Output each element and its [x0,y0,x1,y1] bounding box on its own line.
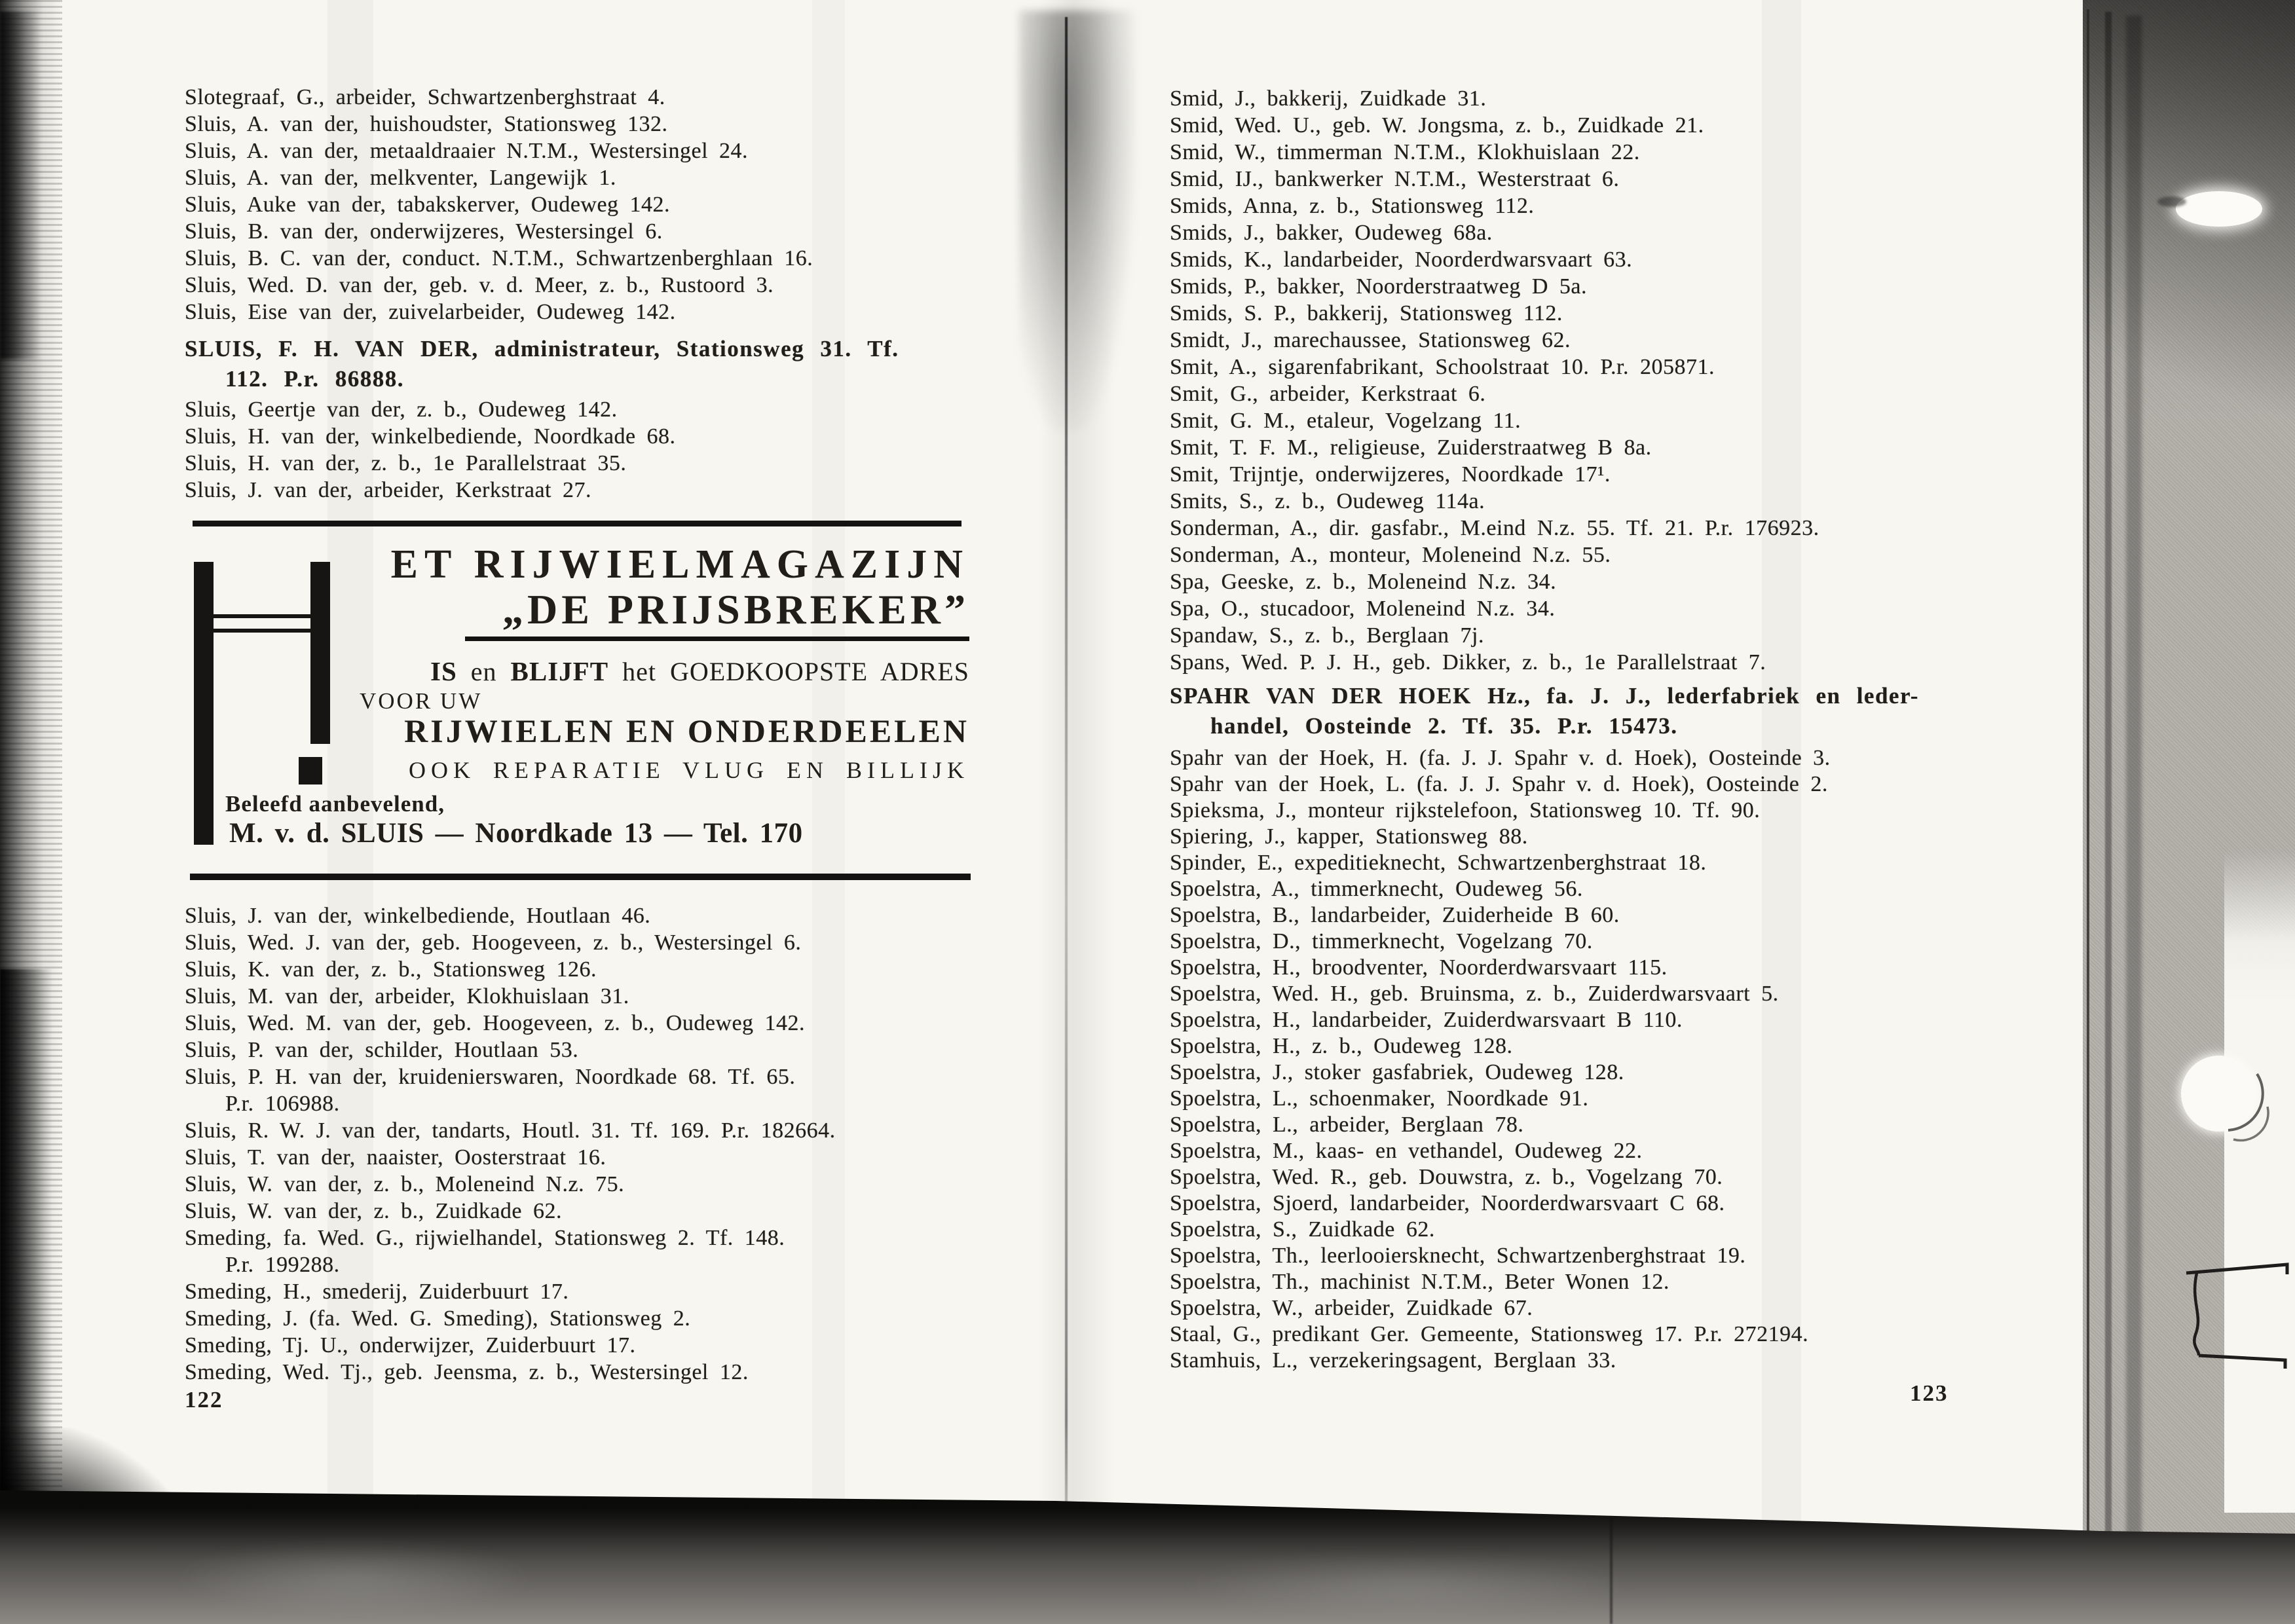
directory-entry: Spoelstra, H., landarbeider, Zuiderdwarsvaart B 110. [1170,1008,1683,1032]
directory-entry: Spans, Wed. P. J. H., geb. Dikker, z. b., 1e Parallelstraat 7. [1170,650,1766,674]
ad-subline-en: en [470,657,497,686]
directory-entry: Sluis, Wed. D. van der, geb. v. d. Meer, z. b., Rustoord 3. [185,273,774,297]
ad-monogram-h-crossbar [214,629,310,633]
directory-entry: Sluis, K. van der, z. b., Stationsweg 126. [185,957,597,982]
scan-artifact-highlight [2176,191,2262,227]
ad-repair-line: OOK REPARATIE VLUG EN BILLIJK [409,757,969,783]
directory-entry: Spoelstra, J., stoker gasfabriek, Oudeweg 128. [1170,1060,1624,1084]
directory-entry: Smit, G. M., etaleur, Vogelzang 11. [1170,409,1521,433]
ad-headline: ET RIJWIELMAGAZIJN [390,542,969,587]
scan-artifact-corner-shadow [2083,0,2295,511]
scan-artifact-book-edge [2083,0,2295,1624]
ad-products-line: RIJWIELEN EN ONDERDEELEN [404,712,969,749]
directory-entry: Smeding, fa. Wed. G., rijwielhandel, Stationsweg 2. Tf. 148. [185,1226,785,1250]
directory-entry: Spoelstra, B., landarbeider, Zuiderheide B 60. [1170,903,1620,927]
left-column-mid [185,396,676,504]
directory-entry: Sluis, W. van der, z. b., Moleneind N.z. 75. [185,1172,625,1196]
directory-entry: Spoelstra, S., Zuidkade 62. [1170,1217,1435,1242]
directory-entry: Spieksma, J., monteur rijkstelefoon, Stationsweg 10. Tf. 90. [1170,798,1761,822]
directory-entry: Sluis, M. van der, arbeider, Klokhuislaan 31. [185,984,629,1008]
directory-entry: Smid, Wed. U., geb. W. Jongsma, z. b., Zuidkade 21. [1170,113,1704,138]
right-column-bottom [1170,745,1831,1374]
ad-title: „DE PRIJSBREKER” [502,586,969,633]
scan-artifact-gutter-shadow [1019,10,1136,430]
directory-entry: Sluis, J. van der, arbeider, Kerkstraat 27. [185,478,592,502]
page-number-right: 123 [1910,1380,1949,1406]
directory-entry: P.r. 106988. [225,1092,340,1116]
scan-artifact-page-edge-line [2105,12,2112,1538]
directory-entry: Sonderman, A., dir. gasfabr., M.eind N.z. 55. Tf. 21. P.r. 176923. [1170,516,1819,540]
directory-entry: Smit, T. F. M., religieuse, Zuiderstraatweg B 8a. [1170,435,1652,460]
bold-entry-line: 112. P.r. 86888. [225,366,405,392]
scan-artifact-left-edge-bottom [0,969,52,1624]
directory-entry: Spoelstra, W., arbeider, Zuidkade 67. [1170,1296,1533,1320]
directory-entry: Stamhuis, L., verzekeringsagent, Berglaan 33. [1170,1348,1616,1373]
directory-entry: Sluis, A. van der, metaaldraaier N.T.M., Westersingel 24. [185,139,749,163]
directory-entry: Smids, J., bakker, Oudeweg 68a. [1170,221,1493,245]
scan-artifact-left-edge [0,0,62,1624]
directory-entry: Sonderman, A., monteur, Moleneind N.z. 55. [1170,543,1611,567]
directory-entry: Spoelstra, Th., machinist N.T.M., Beter Wonen 12. [1170,1270,1670,1294]
directory-entry: Spoelstra, Wed. R., geb. Douwstra, z. b., Vogelzang 70. [1170,1165,1723,1189]
directory-entry: Smit, A., sigarenfabrikant, Schoolstraat 10. P.r. 205871. [1170,355,1715,379]
directory-entry: Spoelstra, Th., leerlooiersknecht, Schwartzenberghstraat 19. [1170,1244,1746,1268]
directory-entry: Spahr van der Hoek, H. (fa. J. J. Spahr v. d. Hoek), Oosteinde 3. [1170,746,1831,770]
directory-entry-bold [185,334,899,394]
ad-monogram-h-crossbar [214,614,310,618]
directory-entry: Smeding, H., smederij, Zuiderbuurt 17. [185,1280,569,1304]
directory-entry-bold [1170,681,1919,741]
directory-entry: Slotegraaf, G., arbeider, Schwartzenberghstraat 4. [185,85,665,109]
directory-entry: Smeding, J. (fa. Wed. G. Smeding), Stationsweg 2. [185,1306,691,1331]
scan-artifact-corner-blob [0,1428,210,1624]
bold-entry-line: SLUIS, F. H. VAN DER, administrateur, Stationsweg 31. Tf. [185,336,899,361]
scan-artifact-page-edge-line [2087,9,2089,1544]
directory-entry: Sluis, Geertje van der, z. b., Oudeweg 142. [185,397,618,422]
ad-voor-uw: VOOR UW [360,688,483,714]
directory-entry: Sluis, Wed. M. van der, geb. Hoogeveen, z. b., Oudeweg 142. [185,1011,806,1035]
scan-artifact-light-patch [1179,1552,1637,1617]
ad-greeting: Beleefd aanbevelend, [225,791,445,817]
ad-subline-rest: GOEDKOOPSTE ADRES [669,657,969,686]
directory-entry: Sluis, T. van der, naaister, Oosterstraat 16. [185,1145,606,1170]
directory-entry: Sluis, P. van der, schilder, Houtlaan 53. [185,1038,579,1062]
directory-entry: Smeding, Wed. Tj., geb. Jeensma, z. b., Westersingel 12. [185,1360,749,1384]
bold-entry-line: SPAHR VAN DER HOEK Hz., fa. J. J., lederfabriek en leder- [1170,683,1919,709]
directory-entry: Staal, G., predikant Ger. Gemeente, Stationsweg 17. P.r. 272194. [1170,1322,1809,1346]
directory-entry: Spoelstra, D., timmerknecht, Vogelzang 70. [1170,929,1593,953]
directory-entry: Sluis, A. van der, huishoudster, Stationsweg 132. [185,112,668,136]
directory-entry: Smeding, Tj. U., onderwijzer, Zuiderbuurt 17. [185,1333,636,1357]
directory-entry: Spandaw, S., z. b., Berglaan 7j. [1170,623,1484,648]
page-number-left: 122 [185,1387,223,1412]
ad-subline [430,655,969,687]
directory-entry: Sluis, B. van der, onderwijzeres, Westersingel 6. [185,219,663,244]
directory-entry: Spoelstra, L., arbeider, Berglaan 78. [1170,1113,1524,1137]
directory-entry: Smid, IJ., bankwerker N.T.M., Westerstraat 6. [1170,167,1620,191]
directory-entry: Sluis, R. W. J. van der, tandarts, Houtl. 31. Tf. 169. P.r. 182664. [185,1118,836,1143]
directory-entry: Spiering, J., kapper, Stationsweg 88. [1170,824,1528,849]
directory-entry: Spa, Geeske, z. b., Moleneind N.z. 34. [1170,570,1557,594]
ad-subline-blijft: BLIJFT [510,656,609,686]
directory-entry: Sluis, H. van der, z. b., 1e Parallelstraat 35. [185,451,627,475]
directory-entry: Sluis, J. van der, winkelbediende, Houtlaan 46. [185,904,651,928]
ad-title-underline [465,637,969,641]
directory-entry: Spoelstra, Wed. H., geb. Bruinsma, z. b., Zuiderdwarsvaart 5. [1170,982,1779,1006]
right-column-top [1170,85,1819,676]
directory-entry: Spoelstra, M., kaas- en vethandel, Oudeweg 22. [1170,1139,1643,1163]
directory-entry: Sluis, H. van der, winkelbediende, Noordkade 68. [185,424,676,449]
directory-entry: Sluis, Eise van der, zuivelarbeider, Oudeweg 142. [185,300,676,324]
directory-entry: Spoelstra, Sjoerd, landarbeider, Noorderdwarsvaart C 68. [1170,1191,1725,1215]
scan-artifact-gutter-shade [1039,0,1115,1545]
ad-bullet-square [299,757,322,784]
ad-monogram-h-right-bar [310,562,330,744]
ad-rule-bottom [190,874,971,880]
directory-entry: Sluis, Wed. J. van der, geb. Hoogeveen, z. b., Westersingel 6. [185,931,802,955]
directory-entry: Spinder, E., expeditieknecht, Schwartzenberghstraat 18. [1170,851,1707,875]
directory-entry: Smids, P., bakker, Noorderstraatweg D 5a. [1170,274,1588,299]
directory-entry: Smits, S., z. b., Oudeweg 114a. [1170,489,1485,513]
scan-artifact-crease [1610,1517,1613,1624]
directory-entry: Spoelstra, L., schoenmaker, Noordkade 91. [1170,1086,1589,1111]
directory-entry: Spa, O., stucadoor, Moleneind N.z. 34. [1170,597,1556,621]
directory-entry: Spoelstra, A., timmerknecht, Oudeweg 56. [1170,877,1583,901]
directory-entry: Sluis, B. C. van der, conduct. N.T.M., Schwartzenberghlaan 16. [185,246,813,270]
scan-artifact-light-patch [170,1539,537,1617]
directory-entry: Sluis, P. H. van der, kruidenierswaren, Noordkade 68. Tf. 65. [185,1065,796,1089]
directory-entry: Smids, Anna, z. b., Stationsweg 112. [1170,194,1535,218]
directory-entry: Smid, W., timmerman N.T.M., Klokhuislaan 22. [1170,140,1640,164]
directory-entry: Smids, K., landarbeider, Noorderdwarsvaart 63. [1170,248,1633,272]
scan-artifact-left-edge-top [0,12,41,359]
directory-entry: Spahr van der Hoek, L. (fa. J. J. Spahr v. d. Hoek), Oosteinde 2. [1170,772,1828,796]
left-column-bottom [185,902,836,1386]
directory-entry: Spoelstra, H., broodventer, Noorderdwarsvaart 115. [1170,955,1668,980]
scan-artifact-bottom-edge [0,1484,2295,1624]
ad-rule-top [193,521,961,526]
directory-entry: Smidt, J., marechaussee, Stationsweg 62. [1170,328,1571,352]
scan-artifact-gutter-crease [1065,17,1068,1543]
directory-entry: Sluis, W. van der, z. b., Zuidkade 62. [185,1199,563,1223]
directory-entry: Smid, J., bakkerij, Zuidkade 31. [1170,86,1487,111]
left-column-top [185,84,813,325]
ad-contact-line: M. v. d. SLUIS — Noordkade 13 — Tel. 170 [229,818,803,849]
scan-artifact-page-edge-line [2126,16,2142,1535]
directory-entry: Spoelstra, H., z. b., Oudeweg 128. [1170,1034,1513,1058]
directory-entry: Smids, S. P., bakkerij, Stationsweg 112. [1170,301,1563,325]
scan-artifact-background [2224,851,2295,1513]
ad-subline-het: het [622,657,656,686]
hole-punch-mark [2181,1056,2257,1132]
directory-entry: Smit, Trijntje, onderwijzeres, Noordkade 17¹. [1170,462,1611,487]
directory-entry: Smit, G., arbeider, Kerkstraat 6. [1170,382,1486,406]
scan-artifact-smudge [2157,196,2186,207]
ad-subline-is: IS [430,656,457,686]
ad-monogram-h-left-bar [194,562,214,845]
directory-entry: Sluis, A. van der, melkventer, Langewijk 1. [185,166,616,190]
bold-entry-line: handel, Oosteinde 2. Tf. 35. P.r. 15473. [1210,713,1678,739]
directory-entry: P.r. 199288. [225,1253,340,1277]
directory-entry: Sluis, Auke van der, tabakskerver, Oudeweg 142. [185,193,671,217]
